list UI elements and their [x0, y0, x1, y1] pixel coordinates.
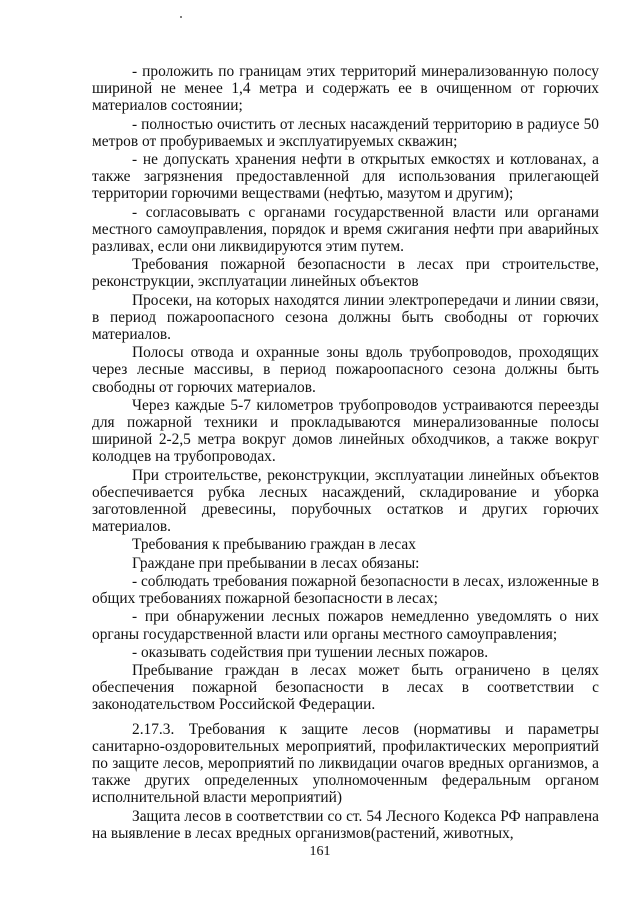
section-heading-citizens: Требования к пребыванию граждан в лесах [132, 536, 416, 554]
paragraph-17: Защита лесов в соответствии со ст. 54 Лесного Кодекса РФ направлена на выявление в лесах вредных организмов(растений, животных, [92, 807, 599, 842]
paragraph-3: - не допускать хранения нефти в открытых емкостях и котлованах, а также загрязнения предоставленной для использования прилегающей территории горючими веществами (нефтью, мазутом и другим); [92, 151, 599, 203]
paragraph-8: Через каждые 5-7 километров трубопроводов устраиваются переезды для пожарной техники и прокладываются минерализованные полосы шириной 2-2,5 метра вокруг домов линейных обходчиков, а также вокруг колодцев на трубопроводах. [92, 396, 599, 466]
paragraph-15: Пребывание граждан в лесах может быть ограничено в целях обеспечения пожарной безопасности в лесах в соответствии с законодательством Российской Федерации. [92, 661, 599, 714]
page-number: 161 [309, 844, 331, 859]
section-heading-linear-objects: Требования пожарной безопасности в лесах при строительстве, реконструкции, эксплуатации линейных объектов [92, 256, 599, 291]
paragraph-7: Полосы отвода и охранные зоны вдоль трубопроводов, проходящих через лесные массивы, в период пожароопасного сезона должны быть свободны от горючих материалов. [92, 344, 599, 396]
paragraph-11: Граждане при пребывании в лесах обязаны: [132, 554, 420, 572]
paragraph-6: Просеки, на которых находятся линии электропередачи и линии связи, в период пожароопасного сезона должны быть свободны от горючих материалов. [92, 291, 599, 344]
paragraph-13: - при обнаружении лесных пожаров немедленно уведомлять о них органы государственной власти или органы местного самоуправления; [92, 608, 599, 643]
paragraph-12: - соблюдать требования пожарной безопасности в лесах, изложенные в общих требованиях пожарной безопасности в лесах; [92, 572, 599, 608]
paragraph-14: - оказывать содействия при тушении лесных пожаров. [132, 643, 489, 661]
paragraph-9: При строительстве, реконструкции, эксплуатации линейных объектов обеспечивается рубка лесных насаждений, складирование и уборка заготовленной древесины, порубочных остатков и других горючих материалов. [92, 466, 599, 536]
paragraph-2: - полностью очистить от лесных насаждений территорию в радиусе 50 метров от пробуриваемых и эксплуатируемых скважин; [92, 115, 599, 150]
paragraph-1: - проложить по границам этих территорий минерализованную полосу шириной не менее 1,4 метра и содержать ее в очищенном от горючих материалов состоянии; [92, 63, 599, 115]
paragraph-4: - согласовывать с органами государственной власти или органами местного самоуправления, порядок и время сжигания нефти при аварийных разливах, если они ликвидируются этим путем. [92, 203, 599, 256]
section-heading-2-17-3: 2.17.3. Требования к защите лесов (нормативы и параметры санитарно-оздоровительных мероприятий, профилактических мероприятий по защите лесов, мероприятий по ликвидации очагов вредных организмов, а также других определенных уполномоченным федеральным органом исполнительной власти мероприятий) [92, 720, 599, 807]
scan-speck [180, 16, 182, 18]
page-body [92, 63, 599, 843]
